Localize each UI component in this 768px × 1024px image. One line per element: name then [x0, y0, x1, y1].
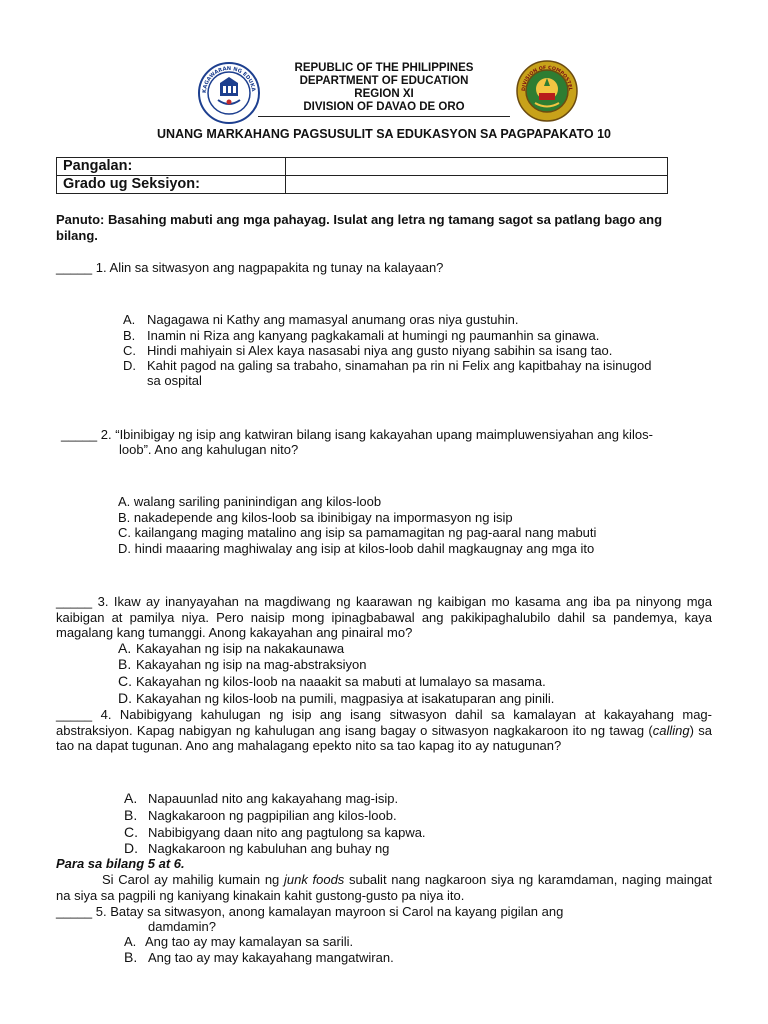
q2-option-a: A. walang sariling paninindigan ang kilos-loob [118, 494, 382, 509]
q2-option-c: C. kailangang maging matalino ang isip sa pamamagitan ng pag-aaral nang mabuti [118, 525, 597, 540]
question-3 [56, 594, 712, 641]
question-2-line-2: loob”. Ano ang kahulugan nito? [119, 442, 299, 457]
q5-option-b: B. Ang tao ay may kakayahang mangatwiran. [124, 949, 394, 965]
name-field[interactable] [286, 158, 668, 176]
q1-option-b: B. Inamin ni Riza ang kanyang pagkakamali at humingi ng paumanhin sa ginawa. [123, 328, 600, 343]
q3-option-d: D. Kakayahan ng kilos-loob na pumili, magpasiya at isakatuparan ang pinili. [118, 690, 555, 706]
header-line-region: REGION XI [354, 88, 414, 100]
section-passage: Si Carol ay mahilig kumain ng junk foods subalit nang nagkaroon siya ng karamdaman, naging maingat na siya sa pagpili ng kaniyang kinakain kahit gustong-gusto pa niya ito. [56, 872, 712, 903]
svg-text:KAGAWARAN NG EDUKASYON: KAGAWARAN NG EDUKA [201, 65, 257, 94]
q3-option-a: A. Kakayahan ng isip na nakakaunawa [118, 640, 345, 656]
q3-option-c: C. Kakayahan ng kilos-loob na naaakit sa mabuti at lumalayo sa masama. [118, 673, 546, 689]
name-label: Pangalan: [57, 158, 286, 176]
exam-title: UNANG MARKAHANG PAGSUSULIT SA EDUKASYON SA PAGPAPAKATO 10 [157, 127, 611, 141]
header-line-republic: REPUBLIC OF THE PHILIPPINES [294, 62, 474, 74]
q1-option-d-continued: sa ospital [147, 373, 202, 388]
grade-section-field[interactable] [286, 176, 668, 194]
q1-option-a: A. Nagagawa ni Kathy ang mamasyal anumang oras niya gustuhin. [123, 312, 519, 327]
question-5-line-1: _____ 5. Batay sa sitwasyon, anong kamalayan mayroon si Carol na kayang pigilan ang [56, 904, 564, 919]
header-line-division: DIVISION OF DAVAO DE ORO [303, 101, 465, 113]
question-4: _____ 4. Nabibigyang kahulugan ng isip ang isang sitwasyon dahil sa kamalayan at kakayahang mag-abstraksiyon. Kapag nabigyan ng kahulugan ang isang bagay o sitwasyon nagkakaroon ito ng tawag (calling) sa tao na dapat tugunan. Ano ang mahalagang epekto nito sa tao kapag ito ay natugunan? [56, 707, 712, 753]
q4-option-a: A. Napauunlad nito ang kakayahang mag-isip. [124, 790, 399, 806]
q2-option-b: B. nakadepende ang kilos-loob sa ibinibigay na impormasyon ng isip [118, 510, 513, 525]
grade-section-label: Grado ug Seksiyon: [57, 176, 286, 194]
answer-blank-1[interactable]: _____ [56, 260, 93, 275]
q5-option-a: A. Ang tao ay may kamalayan sa sarili. [124, 934, 354, 949]
question-3-stem: 3. Ikaw ay inanyayahan na magdiwang ng kaarawan ng kaibigan mo kasama ang iba pa ninyong mga kaibigan at pamilya niya. Pero naisip mong ipinagbabawal ang pakikipaghalubilo dahil sa pandemya, kaya magalang kang tumanggi. Anong kakayahan ang pinairal mo? [56, 594, 712, 640]
section-heading: Para sa bilang 5 at 6. [56, 856, 185, 871]
q4-option-b: B. Nagkakaroon ng pagpipilian ang kilos-loob. [124, 807, 397, 823]
q1-option-d: D. Kahit pagod na galing sa trabaho, sinamahan pa rin ni Felix ang kapitbahay na isinugod [123, 358, 652, 373]
answer-blank-5[interactable]: _____ [56, 904, 93, 919]
q2-option-d: D. hindi maaaring maghiwalay ang isip at kilos-loob dahil magkaugnay ang mga ito [118, 541, 595, 556]
svg-text:DIVISION OF COMPOSTELA VALLEY: DIVISION OF COMPOSTEL [521, 65, 573, 92]
q4-option-c: C. Nabibigyang daan nito ang pagtulong sa kapwa. [124, 824, 426, 840]
question-1 [56, 260, 696, 276]
q1-option-c: C. Hindi mahiyain si Alex kaya nasasabi niya ang gusto niyang sabihin sa isang tao. [123, 343, 613, 358]
header-line-deped: DEPARTMENT OF EDUCATION [299, 75, 469, 87]
q3-option-b: B. Kakayahan ng isip na mag-abstraksiyon [118, 656, 367, 672]
answer-blank-3[interactable]: _____ [56, 594, 93, 609]
question-5-line-2: damdamin? [148, 919, 216, 934]
q4-option-d: D. Nagkakaroon ng kabuluhan ang buhay ng [124, 840, 390, 856]
question-2-line-1: _____ 2. “Ibinibigay ng isip ang katwiran bilang isang kakayahan upang maimpluwensiyahan ang kilos- [61, 427, 653, 442]
answer-blank-4[interactable]: _____ [56, 707, 93, 722]
answer-blank-2[interactable]: _____ [61, 427, 98, 442]
header-divider [258, 116, 510, 117]
question-1-stem: 1. Alin sa sitwasyon ang nagpapakita ng tunay na kalayaan? [95, 260, 444, 275]
instructions: Panuto: Basahing mabuti ang mga pahayag. Isulat ang letra ng tamang sagot sa patlang bago ang bilang. [56, 212, 663, 243]
student-info-table [56, 157, 668, 194]
